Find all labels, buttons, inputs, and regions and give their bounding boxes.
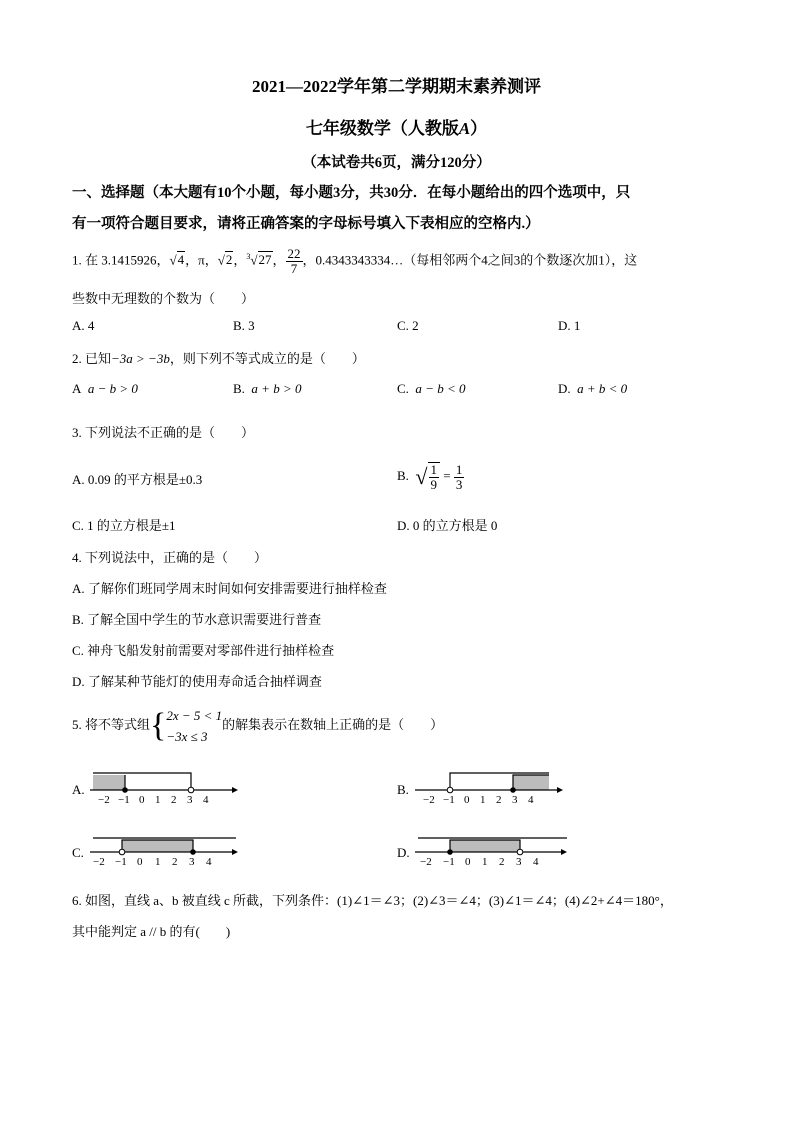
q2-stem-pre: 2. 已知: [72, 351, 112, 366]
exam-title: 2021—2022学年第二学期期末素养测评: [252, 77, 541, 96]
section-heading-line2: 有一项符合题目要求，请将正确答案的字母标号填入下表相应的空格内.）: [72, 216, 540, 232]
tick-label: −1: [115, 856, 127, 868]
q1-fraction: [286, 247, 303, 275]
tick-label: 3: [189, 856, 195, 868]
q5-inequality-2: −3x ≤ 3: [166, 729, 208, 745]
hollow-dot-d: [517, 849, 523, 855]
q2-option-c: [397, 381, 465, 397]
tick-label: 4: [203, 794, 209, 806]
q2-option-b-math: a + b > 0: [251, 381, 302, 396]
arrow-b: [557, 787, 563, 793]
tick-label: 1: [480, 794, 486, 806]
ticks-c: [93, 856, 212, 868]
q1-suffix: ，0.4343343334…（每相邻两个4之间3的个数逐次加1），这: [302, 252, 638, 268]
q3-option-c: C. 1 的立方根是±1: [72, 518, 176, 533]
q2-option-c-math: a − b < 0: [415, 381, 466, 396]
q3-res-den: 3: [455, 476, 463, 492]
tick-label: 0: [139, 794, 145, 806]
shade-b: [513, 775, 549, 790]
q2-option-d: [558, 381, 627, 397]
q2-option-a-letter: A: [72, 381, 82, 396]
number-line-c: [90, 830, 240, 870]
q2-stem: [72, 348, 365, 367]
solid-dot-a: [122, 787, 128, 793]
q5-stem: [72, 700, 443, 750]
q2-option-a: [72, 381, 138, 397]
tick-label: 3: [512, 794, 518, 806]
solid-dot-b: [510, 787, 516, 793]
q5-inequality-1: 2x − 5 < 1: [166, 708, 223, 724]
subtitle-letter: A: [458, 119, 471, 138]
ticks-d: [420, 856, 539, 868]
arrow-c: [232, 849, 238, 855]
shade-c: [122, 840, 193, 852]
ticks-a: [98, 794, 209, 806]
q1-sqrt-sign-2: √: [217, 252, 225, 268]
q1-sep-1: ，π，: [185, 252, 218, 268]
q3-result-fraction: [454, 463, 465, 491]
q1-cube-index: 3: [246, 252, 251, 261]
solid-dot-d: [447, 849, 453, 855]
q2-stem-math: −3a > −3b: [111, 351, 170, 366]
tick-label: 0: [464, 794, 470, 806]
q3-option-b: [397, 452, 464, 500]
q1-radicand-3: 27: [258, 252, 272, 268]
tick-label: 1: [482, 856, 488, 868]
number-line-a: [90, 768, 240, 808]
tick-label: 4: [528, 794, 534, 806]
tick-label: 2: [172, 856, 178, 868]
tick-label: 2: [499, 856, 505, 868]
shade-a: [93, 775, 125, 790]
q1-radicand-2: 2: [225, 252, 233, 268]
q2-option-b-letter: B.: [233, 381, 245, 396]
tick-label: 2: [171, 794, 177, 806]
tick-label: 0: [465, 856, 471, 868]
ticks-b: [423, 794, 534, 806]
tick-label: 1: [155, 794, 161, 806]
arrow-d: [561, 849, 567, 855]
tick-label: 0: [137, 856, 143, 868]
q1-frac-num: 22: [287, 246, 301, 262]
tick-label: −2: [423, 794, 435, 806]
q1-cbrt-sign: √: [250, 252, 258, 268]
q1-option-a: A. 4: [72, 318, 95, 333]
q3-option-b-letter: B.: [397, 468, 409, 483]
q5-stem-post: 的解集表示在数轴上正确的是（ ）: [222, 717, 444, 732]
q2-option-d-letter: D.: [558, 381, 571, 396]
q2-option-c-letter: C.: [397, 381, 409, 396]
q3-option-a: A. 0.09 的平方根是±0.3: [72, 472, 203, 487]
q1-radicand-1: 4: [177, 252, 185, 268]
q5-system: [166, 705, 222, 747]
arrow-a: [232, 787, 238, 793]
q5-label-b: B.: [397, 782, 409, 797]
q3-rad-den: 9: [430, 477, 437, 493]
q1-option-c: C. 2: [397, 318, 419, 333]
q3-option-d: D. 0 的立方根是 0: [397, 518, 498, 533]
q3-res-num: 1: [455, 461, 463, 477]
tick-label: −1: [443, 856, 455, 868]
tick-label: 3: [516, 856, 522, 868]
q5-label-c: C.: [72, 845, 84, 860]
exam-subtitle: [0, 114, 793, 139]
tick-label: 4: [533, 856, 539, 868]
q1-stem-line2: 些数中无理数的个数为（ ）: [72, 291, 255, 306]
subtitle-close: ）: [470, 119, 488, 138]
tick-label: −2: [98, 794, 110, 806]
shade-d: [450, 840, 520, 852]
tick-label: −1: [118, 794, 130, 806]
q5-label-a: A.: [72, 782, 85, 797]
tick-label: −2: [420, 856, 432, 868]
exam-note: （本试卷共6页，满分120分）: [302, 155, 491, 171]
solid-dot-c: [190, 849, 196, 855]
q5-brace: {: [150, 707, 167, 745]
tick-label: −2: [93, 856, 105, 868]
q3-sqrt-sign: √: [415, 464, 428, 490]
tick-label: −1: [443, 794, 455, 806]
q1-prefix: 1. 在 3.1415926，: [72, 252, 170, 268]
q1-stem: [72, 240, 637, 274]
tick-label: 3: [187, 794, 193, 806]
q2-option-b: [233, 381, 301, 397]
q4-option-c: C. 神舟飞船发射前需要对零部件进行抽样检查: [72, 643, 335, 658]
number-line-d: [415, 830, 570, 870]
q1-frac-den: 7: [290, 260, 298, 276]
q4-option-b: B. 了解全国中学生的节水意识需要进行普查: [72, 612, 322, 627]
q3-stem: 3. 下列说法不正确的是（ ）: [72, 425, 255, 440]
q4-option-d: D. 了解某种节能灯的使用寿命适合抽样调查: [72, 674, 322, 689]
q2-option-d-math: a + b < 0: [577, 381, 628, 396]
q1-option-d: D. 1: [558, 318, 581, 333]
q4-option-a: A. 了解你们班同学周末时间如何安排需要进行抽样检查: [72, 581, 387, 596]
hollow-dot-c: [119, 849, 125, 855]
q1-sqrt-sign: √: [169, 252, 177, 268]
q5-label-d: D.: [397, 845, 410, 860]
q6-stem-line2: 其中能判定 a // b 的有( ): [72, 924, 231, 939]
subtitle-text: 七年级数学（人教版: [305, 119, 459, 138]
q3-equals: =: [443, 468, 451, 483]
tick-label: 4: [206, 856, 212, 868]
q3-rad-num: 1: [430, 462, 437, 478]
tick-label: 2: [496, 794, 502, 806]
q3-radicand-fraction: [428, 462, 441, 491]
q1-sep-2: ，: [233, 252, 247, 268]
q2-option-a-math: a − b > 0: [87, 381, 138, 396]
q2-stem-post: ，则下列不等式成立的是（ ）: [169, 351, 365, 366]
q6-stem-line1: 6. 如图，直线 a、b 被直线 c 所截，下列条件：(1)∠1＝∠3；(2)∠3＝∠4；(3)∠1＝∠4；(4)∠2+∠4＝180°，: [72, 893, 673, 908]
hollow-dot-a: [188, 787, 194, 793]
q4-stem: 4. 下列说法中，正确的是（ ）: [72, 550, 268, 565]
q1-sep-3: ，: [272, 252, 286, 268]
section-heading-line1: 一、选择题（本大题有10个小题，每小题3分，共30分．在每小题给出的四个选项中，只: [72, 185, 631, 201]
q1-option-b: B. 3: [233, 318, 255, 333]
q5-stem-pre: 5. 将不等式组: [72, 717, 151, 732]
tick-label: 1: [155, 856, 161, 868]
number-line-b: [415, 768, 565, 808]
hollow-dot-b: [447, 787, 453, 793]
